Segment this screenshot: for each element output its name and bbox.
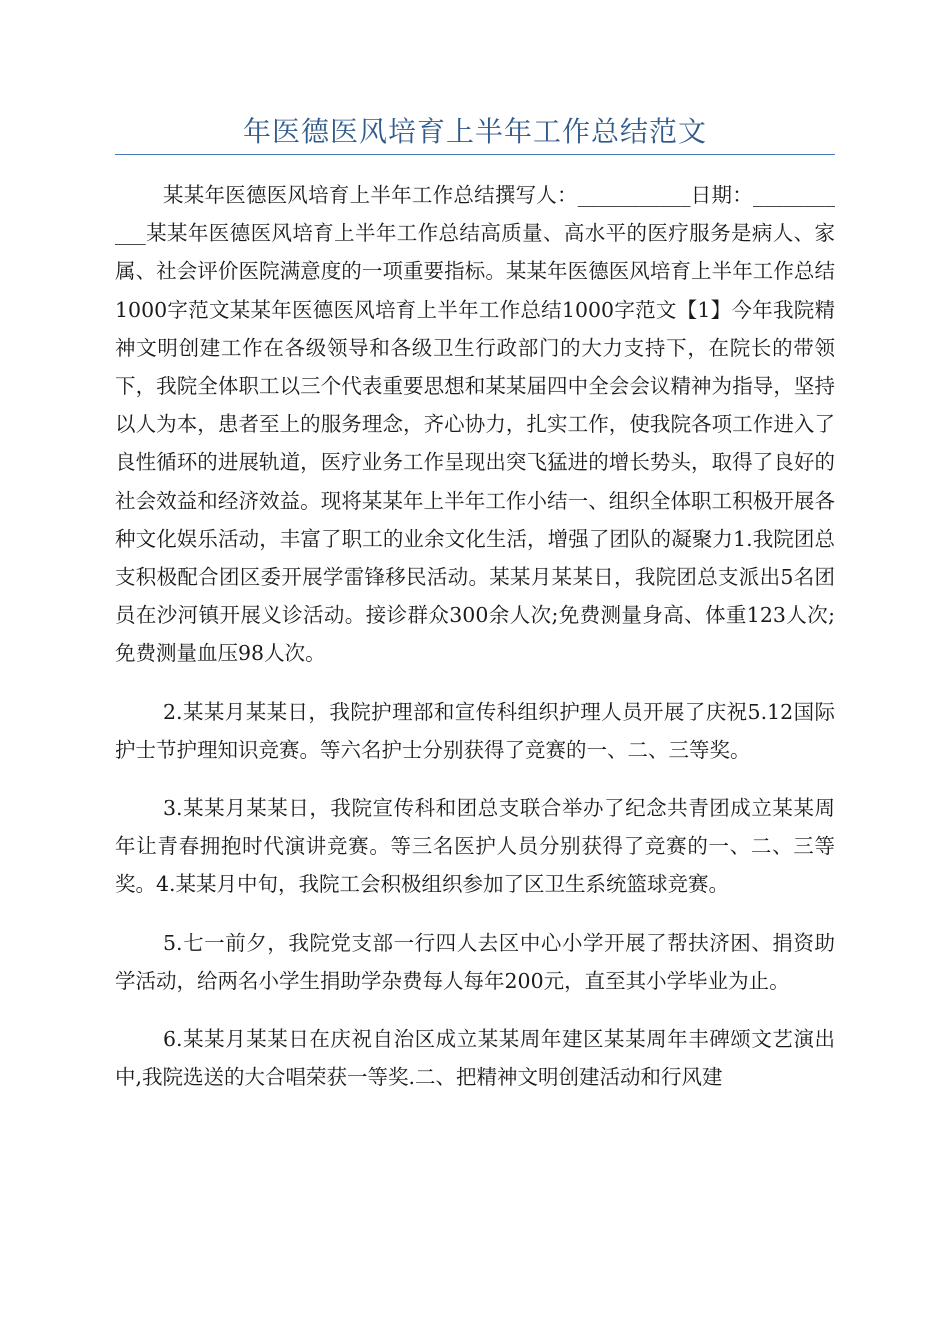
title-underline xyxy=(115,154,835,155)
paragraph-1: 某某年医德医风培育上半年工作总结撰写人：___________日期：___________某某年医德医风培育上半年工作总结高质量、高水平的医疗服务是病人、家属、社会评价医院满意度的一项重要指标。某某年医德医风培育上半年工作总结1000字范文某某年医德医风培育上半年工作总结1000字范文【1】今年我院精神文明创建工作在各级领导和各级卫生行政部门的大力支持下，在院长的带领下，我院全体职工以三个代表重要思想和某某届四中全会会议精神为指导，坚持以人为本，患者至上的服务理念，齐心协力，扎实工作，使我院各项工作进入了良性循环的进展轨道，医疗业务工作呈现出突飞猛进的增长势头，取得了良好的社会效益和经济效益。现将某某年上半年工作小结一、组织全体职工积极开展各种文化娱乐活动，丰富了职工的业余文化生活，增强了团队的凝聚力1.我院团总支积极配合团区委开展学雷锋移民活动。某某月某某日，我院团总支派出5名团员在沙河镇开展义诊活动。接诊群众300余人次;免费测量身高、体重123人次;免费测量血压98人次。 xyxy=(115,183,835,666)
document-title: 年医德医风培育上半年工作总结范文 xyxy=(242,115,707,148)
paragraph-3: 3.某某月某某日，我院宣传科和团总支联合举办了纪念共青团成立某某周年让青春拥抱时代演讲竞赛。等三名医护人员分别获得了竞赛的一、二、三等奖。4.某某月中旬，我院工会积极组织参加了区卫生系统篮球竞赛。 xyxy=(115,796,835,897)
paragraph-5: 6.某某月某某日在庆祝自治区成立某某周年建区某某周年丰碑颂文艺演出中,我院选送的大合唱荣获一等奖.二、把精神文明创建活动和行风建 xyxy=(115,1027,835,1090)
paragraph-4: 5.七一前夕，我院党支部一行四人去区中心小学开展了帮扶济困、捐资助学活动，给两名小学生捐助学杂费每人每年200元，直至其小学毕业为止。 xyxy=(115,930,835,993)
document-body xyxy=(115,176,835,1116)
paragraph-2: 2.某某月某某日，我院护理部和宣传科组织护理人员开展了庆祝5.12国际护士节护理知识竞赛。等六名护士分别获得了竞赛的一、二、三等奖。 xyxy=(115,699,835,762)
